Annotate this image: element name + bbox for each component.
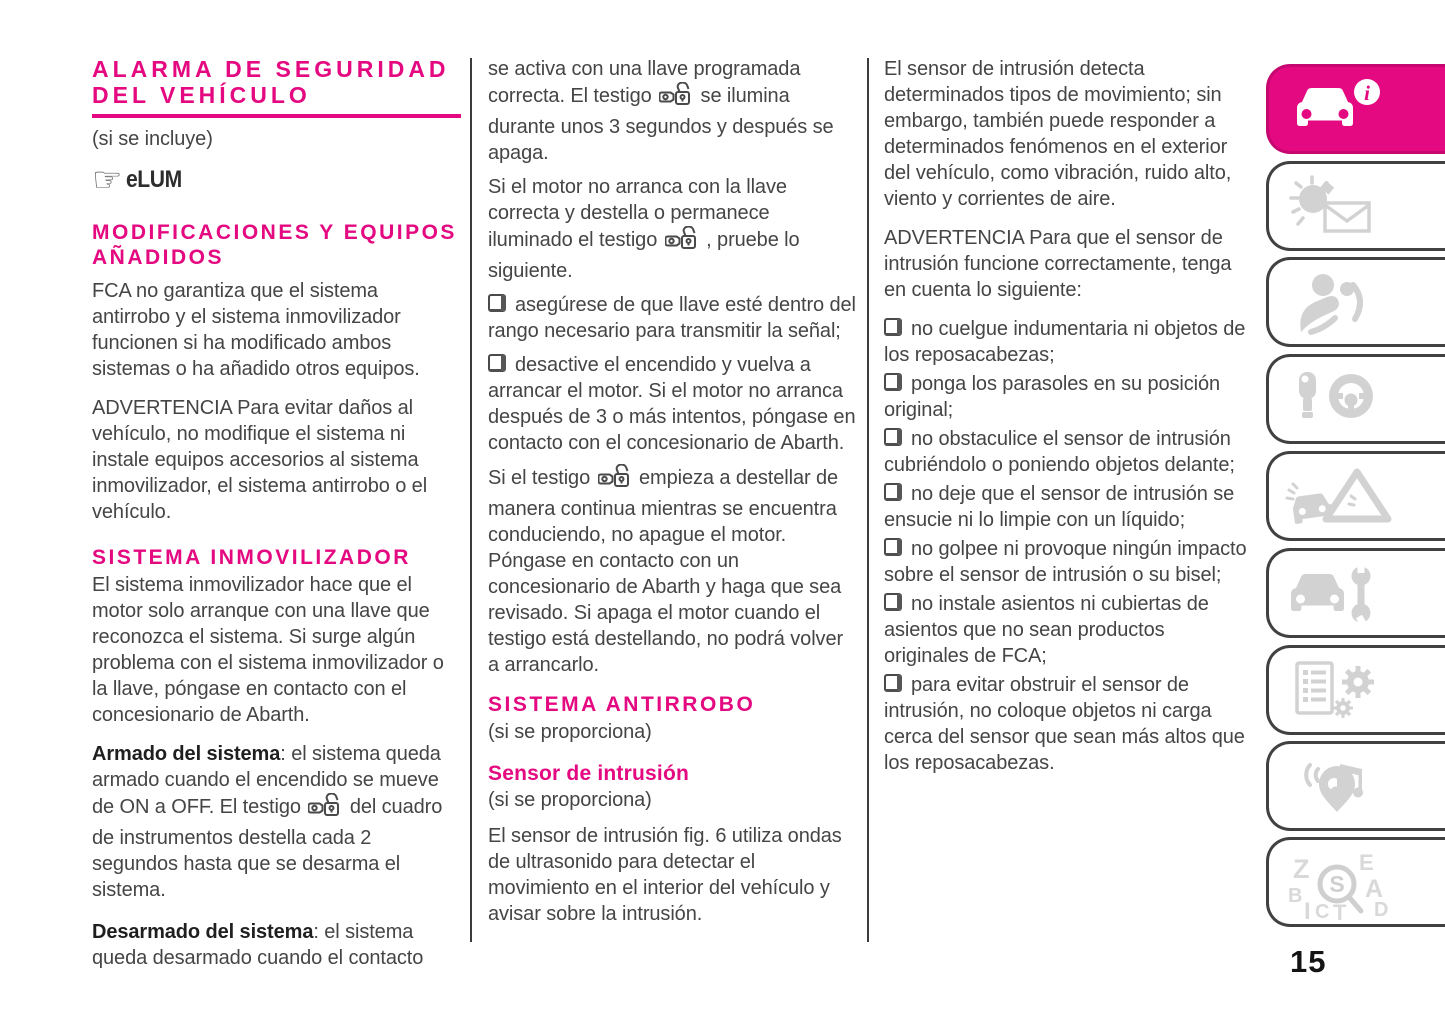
square-bullet-icon xyxy=(884,428,902,446)
paragraph: ADVERTENCIA Para que el sensor de intrusión funcione correctamente, tenga en cuenta lo siguiente: xyxy=(884,227,1232,301)
elum-reference xyxy=(92,160,461,200)
middle-column xyxy=(488,56,859,935)
car-info-icon xyxy=(1285,77,1405,143)
section-heading-antitheft: SISTEMA ANTIRROBO xyxy=(488,693,756,716)
availability-note: (si se incluye) xyxy=(92,128,213,150)
svg-text:T: T xyxy=(1333,900,1347,922)
text-run: se ilumina durante unos 3 segundos y después se apaga. xyxy=(488,85,834,164)
bullet-text: desactive el encendido y vuelva a arrancar el motor. Si el motor no arranca después de 3 o más intentos, póngase en contacto con el concesionario de Abarth. xyxy=(488,354,856,454)
checklist-gears-icon xyxy=(1285,658,1405,726)
bullet-item xyxy=(884,316,1253,368)
text-run: Si el motor no arranca con la llave correcta y destella o permanece iluminado el testigo xyxy=(488,176,787,251)
paragraph: El sensor de intrusión detecta determinados tipos de movimiento; sin embargo, también puede responder a determinados fenómenos en el exterior del vehículo, como vibración, ruido alto, viento y corrientes de aire. xyxy=(884,58,1232,210)
bullet-item xyxy=(884,426,1253,478)
sidebar-tab-index[interactable] xyxy=(1266,837,1445,927)
bullet-text: asegúrese de que llave esté dentro del rango necesario para transmitir la señal; xyxy=(488,294,856,342)
elum-label: eLUM xyxy=(126,166,183,193)
bullet-text: no cuelgue indumentaria ni objetos de los reposacabezas; xyxy=(884,318,1246,366)
square-bullet-icon xyxy=(884,674,902,692)
sidebar-tab-safety[interactable] xyxy=(1266,257,1445,347)
column-divider xyxy=(867,58,869,942)
bullet-text: para evitar obstruir el sensor de intrusión, no coloque objetos ni carga cerca del sensor que sean más altos que los reposacabezas. xyxy=(884,674,1245,774)
column-divider xyxy=(470,58,472,942)
section-heading-immobilizer: SISTEMA INMOVILIZADOR xyxy=(92,546,411,569)
square-bullet-icon xyxy=(488,294,506,312)
sidebar-tab-servicing[interactable] xyxy=(1266,548,1445,638)
paragraph xyxy=(488,56,859,166)
svg-text:i: i xyxy=(1364,81,1370,105)
bullet-item xyxy=(884,672,1253,776)
bullet-item xyxy=(488,292,859,344)
paragraph: El sensor de intrusión fig. 6 utiliza ondas de ultrasonido para detectar el movimiento en el interior del vehículo y avisar sobre la intrusión. xyxy=(488,825,842,925)
svg-text:A: A xyxy=(1365,875,1384,903)
text-run: Si el testigo xyxy=(488,467,596,489)
key-lock-icon xyxy=(659,82,693,114)
car-wrench-icon xyxy=(1285,561,1405,631)
key-lock-icon xyxy=(665,226,699,258)
index-magnifier-icon xyxy=(1285,850,1425,922)
svg-text:E: E xyxy=(1359,850,1374,875)
paragraph-armado xyxy=(92,741,461,903)
square-bullet-icon xyxy=(488,354,506,372)
sidebar-tab-multimedia[interactable] xyxy=(1266,741,1445,831)
svg-text:I: I xyxy=(1304,898,1311,922)
square-bullet-icon xyxy=(884,538,902,556)
left-column xyxy=(92,56,461,984)
bullet-text: no instale asientos ni cubiertas de asientos que no sean productos originales de FCA; xyxy=(884,593,1209,667)
bullet-item xyxy=(884,481,1253,533)
page-number: 15 xyxy=(1290,944,1327,979)
paragraph xyxy=(488,174,859,284)
title-rule xyxy=(92,114,461,118)
bullet-item xyxy=(884,371,1253,423)
svg-text:S: S xyxy=(1329,871,1345,897)
sidebar-tab-emergency[interactable] xyxy=(1266,451,1445,541)
paragraph xyxy=(488,464,859,678)
sidebar-tab-technical-data[interactable] xyxy=(1266,645,1445,735)
sidebar-tab-starting-driving[interactable] xyxy=(1266,354,1445,444)
bullet-item xyxy=(884,591,1253,669)
text-run: : el sistema queda desarmado cuando el contacto xyxy=(92,921,424,969)
car-warning-triangle-icon xyxy=(1285,464,1415,534)
pointing-hand-icon: ☞ xyxy=(92,160,123,200)
text-run: : el sistema queda armado cuando el encendido se mueve de ON a OFF. El testigo xyxy=(92,743,441,818)
page-title: ALARMA DE SEGURIDAD DEL VEHÍCULO xyxy=(92,56,450,108)
square-bullet-icon xyxy=(884,373,902,391)
svg-text:C: C xyxy=(1315,901,1330,922)
warning-light-message-icon xyxy=(1285,174,1415,242)
safety-airbag-icon xyxy=(1285,270,1405,340)
text-run: del cuadro de instrumentos destella cada 2 segundos hasta que se desarma el sistema. xyxy=(92,796,443,901)
text-run: empieza a destellar de manera continua mientras se encuentra conduciendo, no apague el motor. Póngase en contacto con un concesionario de Abarth y haga que sea revisado. Si apaga el motor cuando el testigo está destellando, no podrá volver a arrancarlo. xyxy=(488,467,844,676)
svg-text:Z: Z xyxy=(1293,854,1310,884)
bullet-text: ponga los parasoles en su posición original; xyxy=(884,373,1221,421)
text-run: , pruebe lo siguiente. xyxy=(488,229,800,282)
bullet-text: no deje que el sensor de intrusión se ensucie ni lo limpie con un líquido; xyxy=(884,483,1235,531)
sidebar-tab-warning-lights[interactable] xyxy=(1266,161,1445,251)
sidebar-tab-vehicle-info[interactable] xyxy=(1266,64,1445,154)
availability-note: (si se proporciona) xyxy=(488,789,652,811)
availability-note: (si se proporciona) xyxy=(488,721,652,743)
paragraph: El sistema inmovilizador hace que el motor solo arranque con una llave que reconozca el sistema. Si surge algún problema con el sistema inmovilizador o la llave, póngase en contacto con el concesionario de Abarth. xyxy=(92,574,444,726)
key-lock-icon xyxy=(308,793,342,825)
paragraph-desarmado xyxy=(92,919,461,971)
square-bullet-icon xyxy=(884,483,902,501)
paragraph: ADVERTENCIA Para evitar daños al vehículo, no modifique el sistema ni instale equipos accesorios al sistema inmovilizador, el sistema antirrobo o el vehículo. xyxy=(92,397,428,523)
bullet-text: no obstaculice el sensor de intrusión cubriéndolo o poniendo objetos delante; xyxy=(884,428,1235,476)
text-run: se activa con una llave programada correcta. El testigo xyxy=(488,58,801,107)
bold-lead: Desarmado del sistema xyxy=(92,921,314,943)
square-bullet-icon xyxy=(884,318,902,336)
bullet-text: no golpee ni provoque ningún impacto sobre el sensor de intrusión o su bisel; xyxy=(884,538,1247,586)
key-lock-icon xyxy=(598,464,632,496)
subheading-intrusion-sensor: Sensor de intrusión xyxy=(488,762,689,785)
bold-lead: Armado del sistema xyxy=(92,743,281,765)
svg-text:D: D xyxy=(1374,899,1389,921)
paragraph: FCA no garantiza que el sistema antirrobo y el sistema inmovilizador funcionen si ha modificado ambos sistemas o ha añadido otros equipos. xyxy=(92,280,420,380)
bullet-item xyxy=(884,536,1253,588)
section-heading-modifications: MODIFICACIONES Y EQUIPOS AÑADIDOS xyxy=(92,221,457,269)
multimedia-icon xyxy=(1285,754,1405,824)
key-steering-wheel-icon xyxy=(1285,367,1405,437)
bullet-item xyxy=(488,352,859,456)
right-column xyxy=(884,56,1253,779)
svg-text:B: B xyxy=(1288,885,1303,907)
square-bullet-icon xyxy=(884,593,902,611)
